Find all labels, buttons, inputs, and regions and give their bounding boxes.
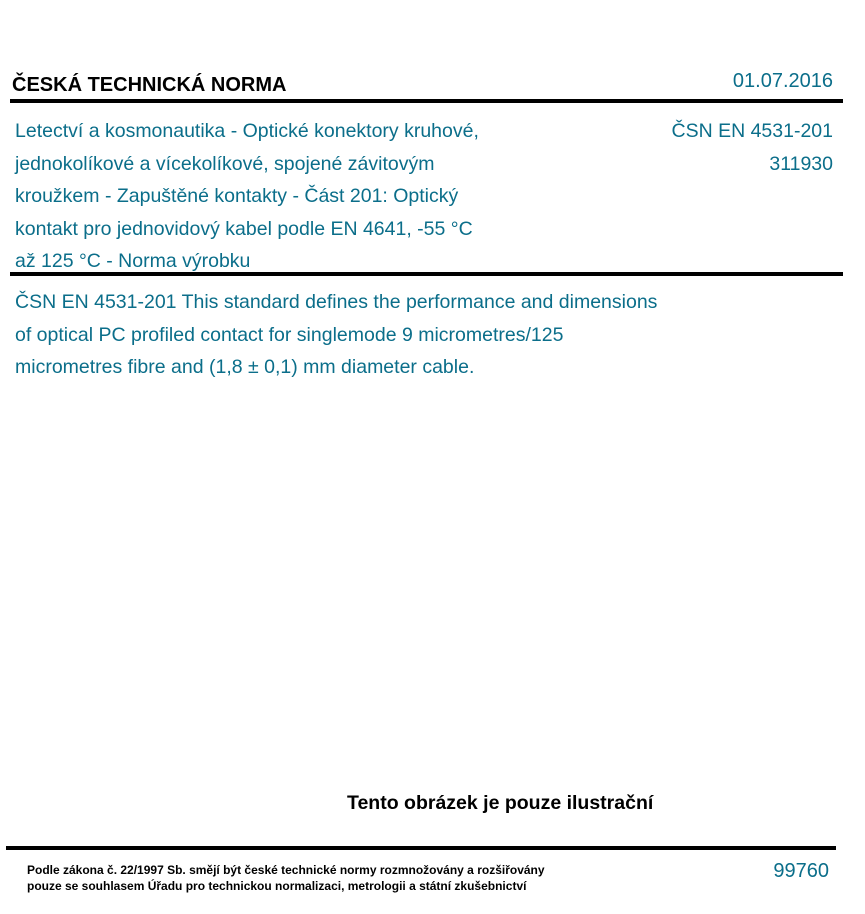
abstract-line: ČSN EN 4531-201 This standard defines the performance and dimensions bbox=[15, 291, 658, 313]
abstract bbox=[15, 286, 775, 384]
norm-title-line: kontakt pro jednovidový kabel podle EN 4641, -55 °C bbox=[15, 217, 473, 240]
legal-notice-line: Podle zákona č. 22/1997 Sb. smějí být české technické normy rozmnožovány a rozšiřovány bbox=[27, 863, 545, 877]
document-type-heading: ČESKÁ TECHNICKÁ NORMA bbox=[12, 74, 287, 96]
publication-date: 01.07.2016 bbox=[732, 70, 833, 92]
norm-designation: ČSN EN 4531-201 bbox=[671, 120, 833, 142]
norm-class-code: 311930 bbox=[769, 152, 833, 175]
footer-divider bbox=[6, 846, 836, 850]
norm-title-line: jednokolíkové a vícekolíkové, spojené závitovým bbox=[15, 152, 435, 175]
document-code: 99760 bbox=[773, 860, 829, 882]
header-divider bbox=[10, 99, 843, 103]
norm-title-line: až 125 °C - Norma výrobku bbox=[15, 250, 251, 272]
norm-title-line: Letectví a kosmonautika - Optické konektory kruhové, bbox=[15, 120, 479, 142]
norm-title bbox=[15, 115, 535, 278]
legal-notice bbox=[27, 862, 545, 894]
abstract-line: micrometres fibre and (1,8 ± 0,1) mm diameter cable. bbox=[15, 356, 475, 378]
norm-title-line: kroužkem - Zapuštěné kontakty - Část 201: Optický bbox=[15, 185, 459, 207]
abstract-line: of optical PC profiled contact for singlemode 9 micrometres/125 bbox=[15, 323, 564, 346]
title-divider bbox=[10, 272, 843, 276]
norm-identifiers bbox=[671, 115, 833, 180]
legal-notice-line: pouze se souhlasem Úřadu pro technickou normalizaci, metrologii a státní zkušebnictví bbox=[27, 879, 527, 893]
illustration-notice: Tento obrázek je pouze ilustrační bbox=[347, 792, 654, 814]
